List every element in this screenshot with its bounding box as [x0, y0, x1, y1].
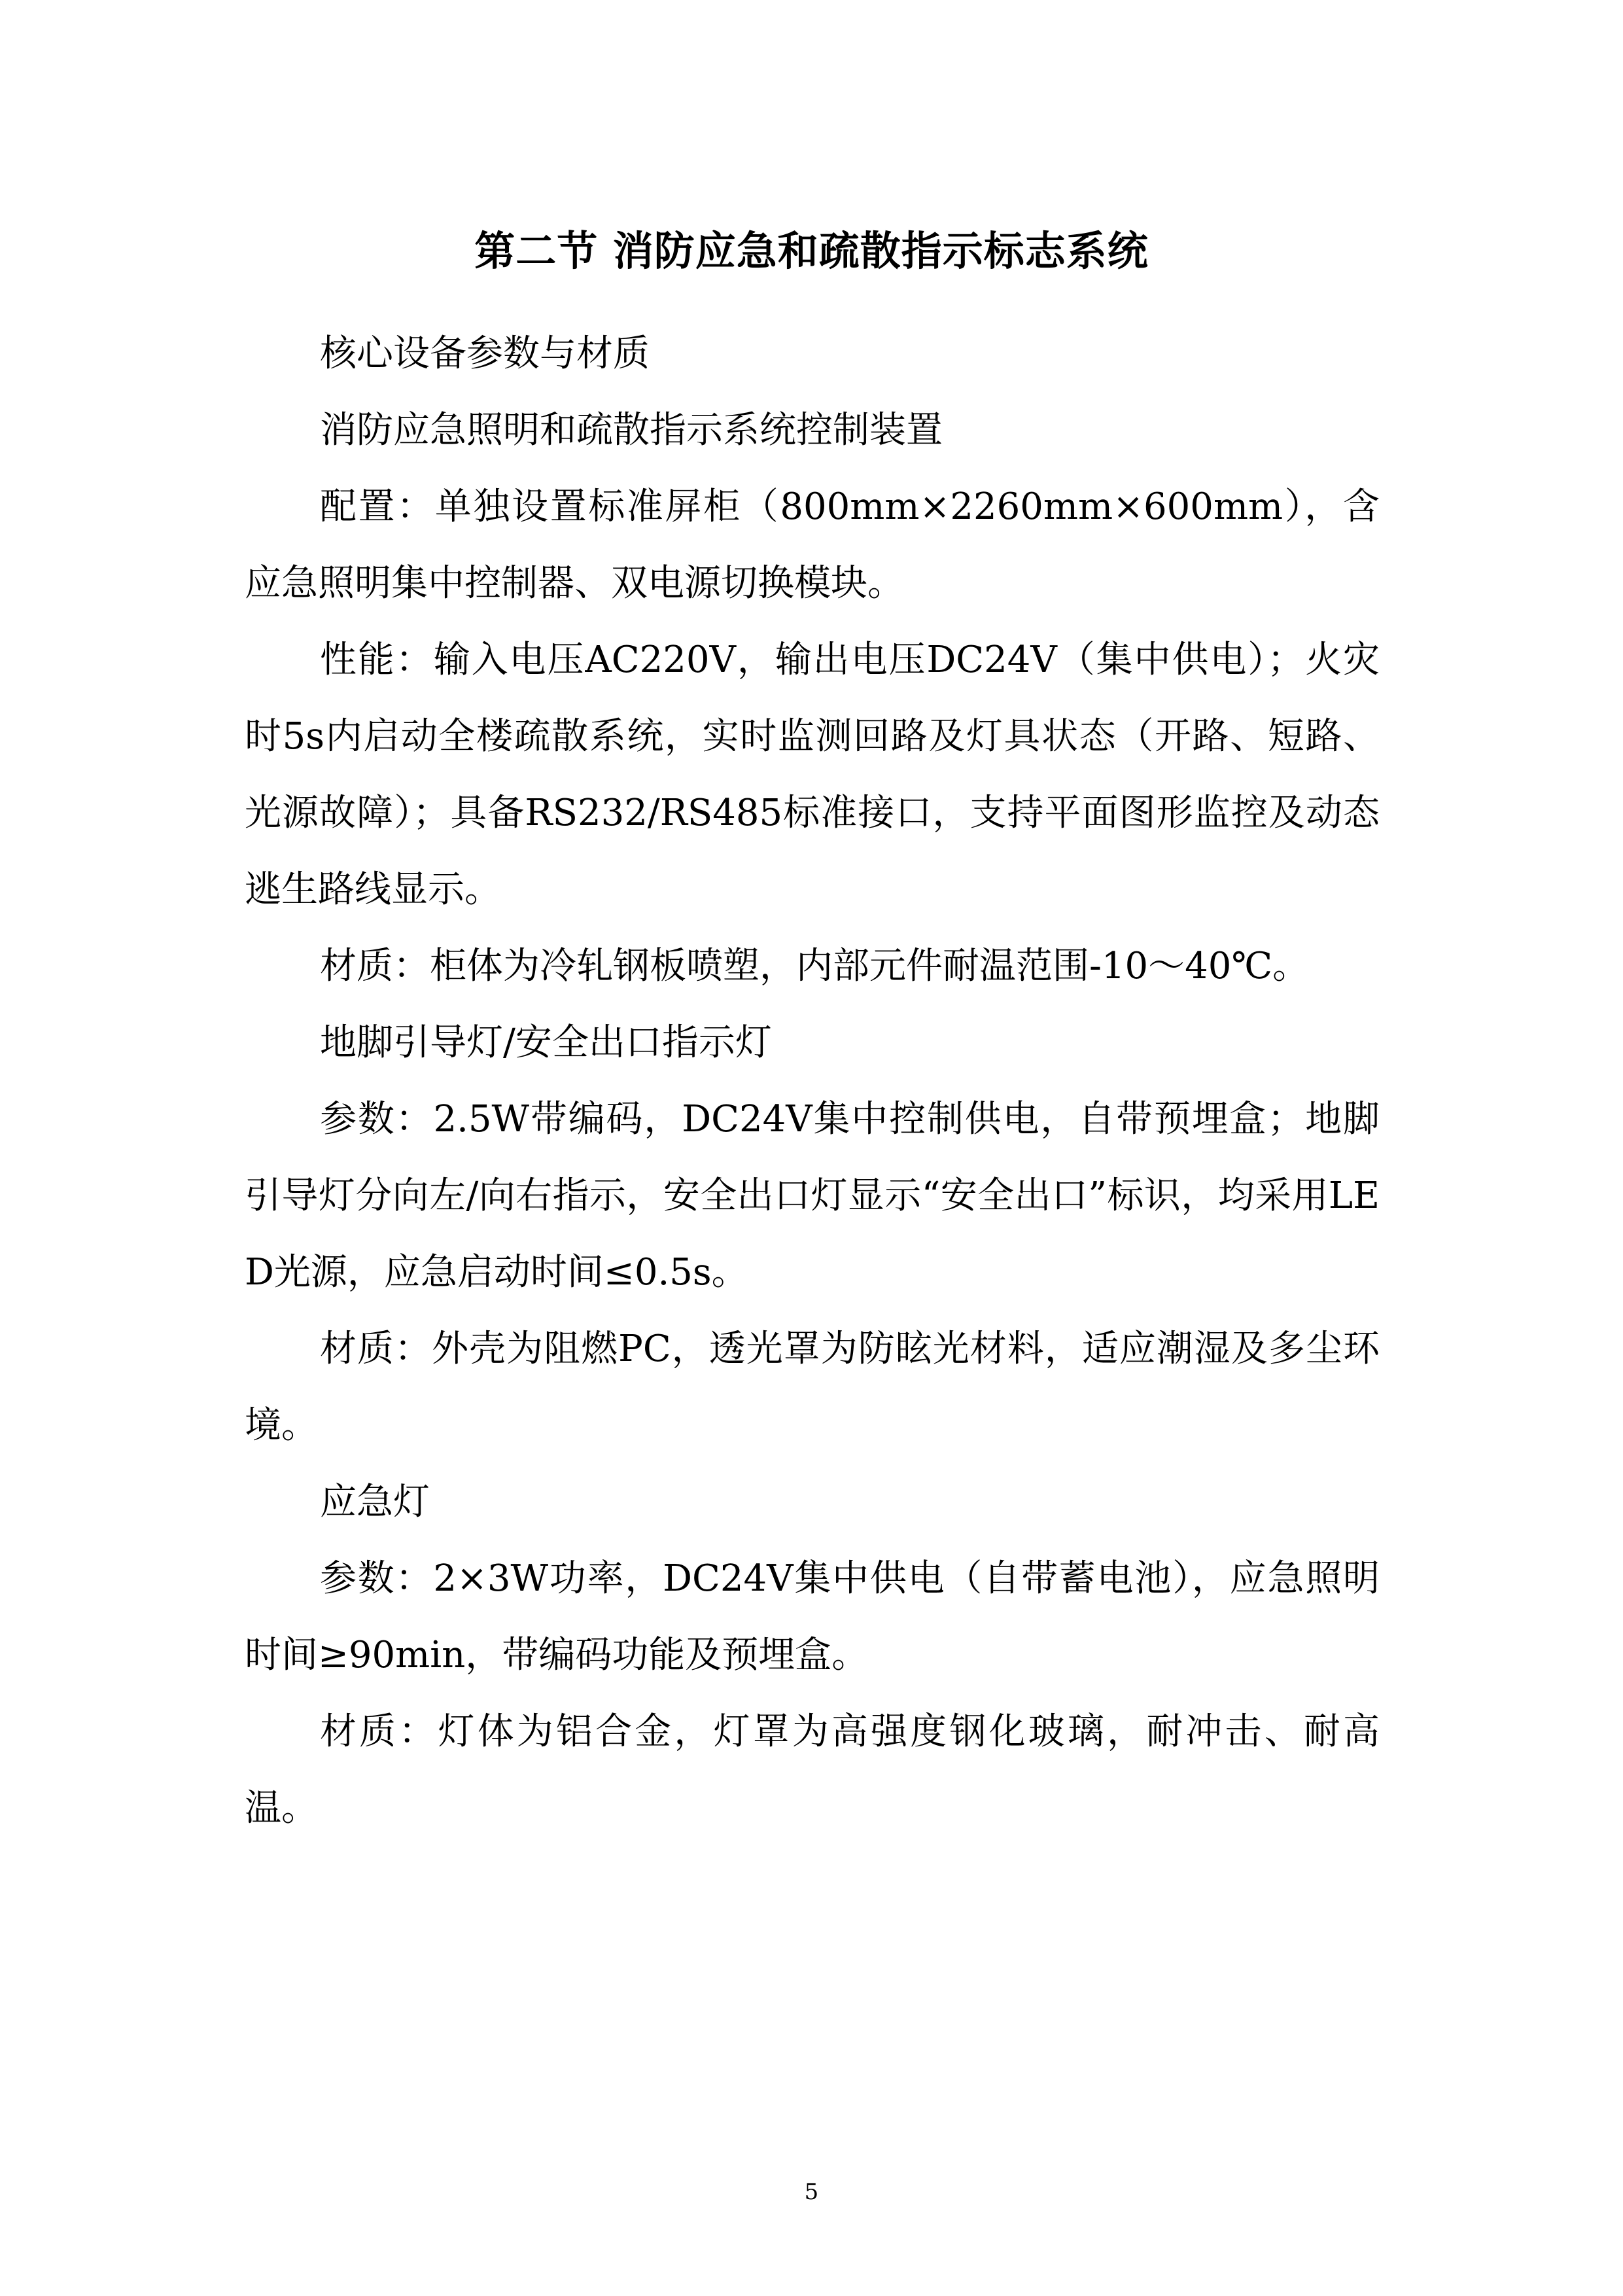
- section-title: 第二节 消防应急和疏散指示标志系统: [474, 226, 1149, 275]
- paragraph-emergency-light-material: 材质：灯体为铝合金，灯罩为高强度钢化玻璃，耐冲击、耐高温。: [245, 1710, 1380, 1829]
- paragraph-guide-light-material: 材质：外壳为阻燃PC，透光罩为防眩光材料，适应潮湿及多尘环境。: [245, 1328, 1380, 1447]
- page-number: 5: [804, 2179, 819, 2205]
- paragraph-guide-light-parameters: 参数：2.5W带编码，DC24V集中控制供电，自带预埋盒；地脚引导灯分向左/向右指示，安全出口灯显示“安全出口”标识，均采用LED光源，应急启动时间≤0.5s。: [245, 1098, 1380, 1294]
- heading-emergency-light: 应急灯: [320, 1481, 430, 1523]
- paragraph-emergency-light-parameters: 参数：2×3W功率，DC24V集中供电（自带蓄电池），应急照明时间≥90min，带编码功能及预埋盒。: [245, 1557, 1380, 1676]
- document-body: [245, 315, 1380, 1846]
- paragraph-cabinet-material: 材质：柜体为冷轧钢板喷塑，内部元件耐温范围-10～40℃。: [320, 945, 1310, 987]
- heading-core-equipment: 核心设备参数与材质: [320, 332, 650, 375]
- paragraph-performance: 性能：输入电压AC220V，输出电压DC24V（集中供电）；火灾时5s内启动全楼疏散系统，实时监测回路及灯具状态（开路、短路、光源故障）；具备RS232/RS485标准接口，支持平面图形监控及动态逃生路线显示。: [245, 639, 1380, 911]
- heading-guide-exit-lights: 地脚引导灯/安全出口指示灯: [320, 1021, 772, 1064]
- heading-control-device: 消防应急照明和疏散指示系统控制装置: [320, 409, 943, 451]
- paragraph-configuration: 配置：单独设置标准屏柜（800mm×2260mm×600mm），含应急照明集中控制器、双电源切换模块。: [245, 486, 1380, 605]
